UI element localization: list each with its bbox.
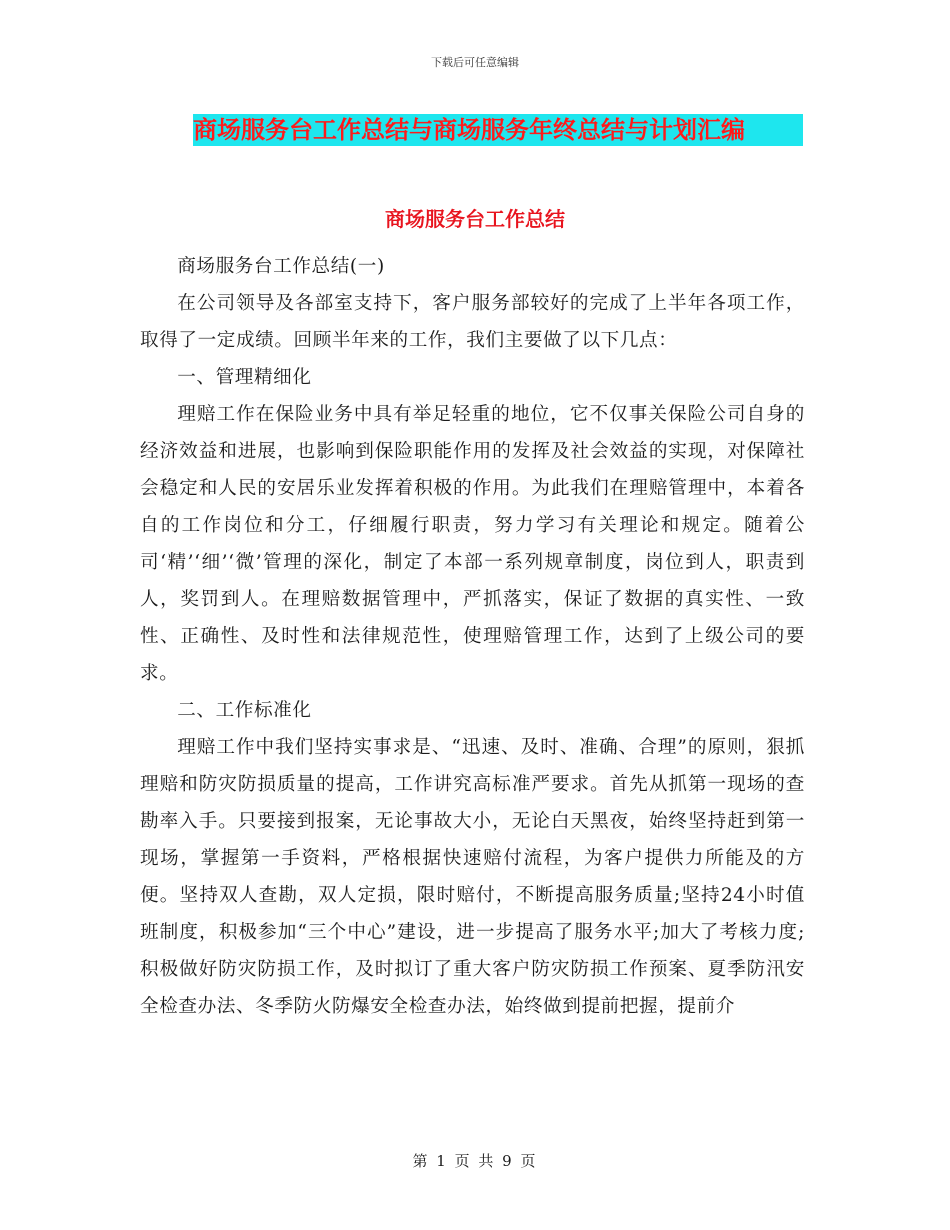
paragraph-subtitle: 商场服务台工作总结(一) bbox=[177, 256, 385, 277]
page-number: 第 1 页 共 9 页 bbox=[412, 1152, 538, 1170]
document-body bbox=[140, 248, 805, 1025]
document-title: 商场服务台工作总结与商场服务年终总结与计划汇编 bbox=[193, 116, 745, 144]
section-title: 商场服务台工作总结 bbox=[385, 207, 565, 231]
paragraph: 在公司领导及各部室支持下，客户服务部较好的完成了上半年各项工作，取得了一定成绩。回顾半年来的工作，我们主要做了以下几点： bbox=[140, 293, 805, 351]
header-note: 下载后可任意编辑 bbox=[431, 56, 519, 69]
paragraph-heading: 二、工作标准化 bbox=[177, 700, 312, 721]
paragraph-heading: 一、管理精细化 bbox=[177, 367, 312, 388]
paragraph: 理赔工作在保险业务中具有举足轻重的地位，它不仅事关保险公司自身的经济效益和进展，也影响到保险职能作用的发挥及社会效益的实现，对保障社会稳定和人民的安居乐业发挥着积极的作用。为此我们在理赔管理中，本着各自的工作岗位和分工，仔细履行职责，努力学习有关理论和规定。随着公司‘精’‘细’‘微’管理的深化，制定了本部一系列规章制度，岗位到人，职责到人，奖罚到人。在理赔数据管理中，严抓落实，保证了数据的真实性、一致性、正确性、及时性和法律规范性，使理赔管理工作，达到了上级公司的要求。 bbox=[140, 404, 805, 684]
paragraph: 理赔工作中我们坚持实事求是、“迅速、及时、准确、合理”的原则，狠抓理赔和防灾防损质量的提高，工作讲究高标准严要求。首先从抓第一现场的查勘率入手。只要接到报案，无论事故大小，无论白天黑夜，始终坚持赶到第一现场，掌握第一手资料，严格根据快速赔付流程，为客户提供力所能及的方便。坚持双人查勘，双人定损，限时赔付，不断提高服务质量;坚持24小时值班制度，积极参加“三个中心”建设，进一步提高了服务水平;加大了考核力度;积极做好防灾防损工作，及时拟订了重大客户防灾防损工作预案、夏季防汛安全检查办法、冬季防火防爆安全检查办法，始终做到提前把握，提前介 bbox=[140, 737, 805, 1017]
